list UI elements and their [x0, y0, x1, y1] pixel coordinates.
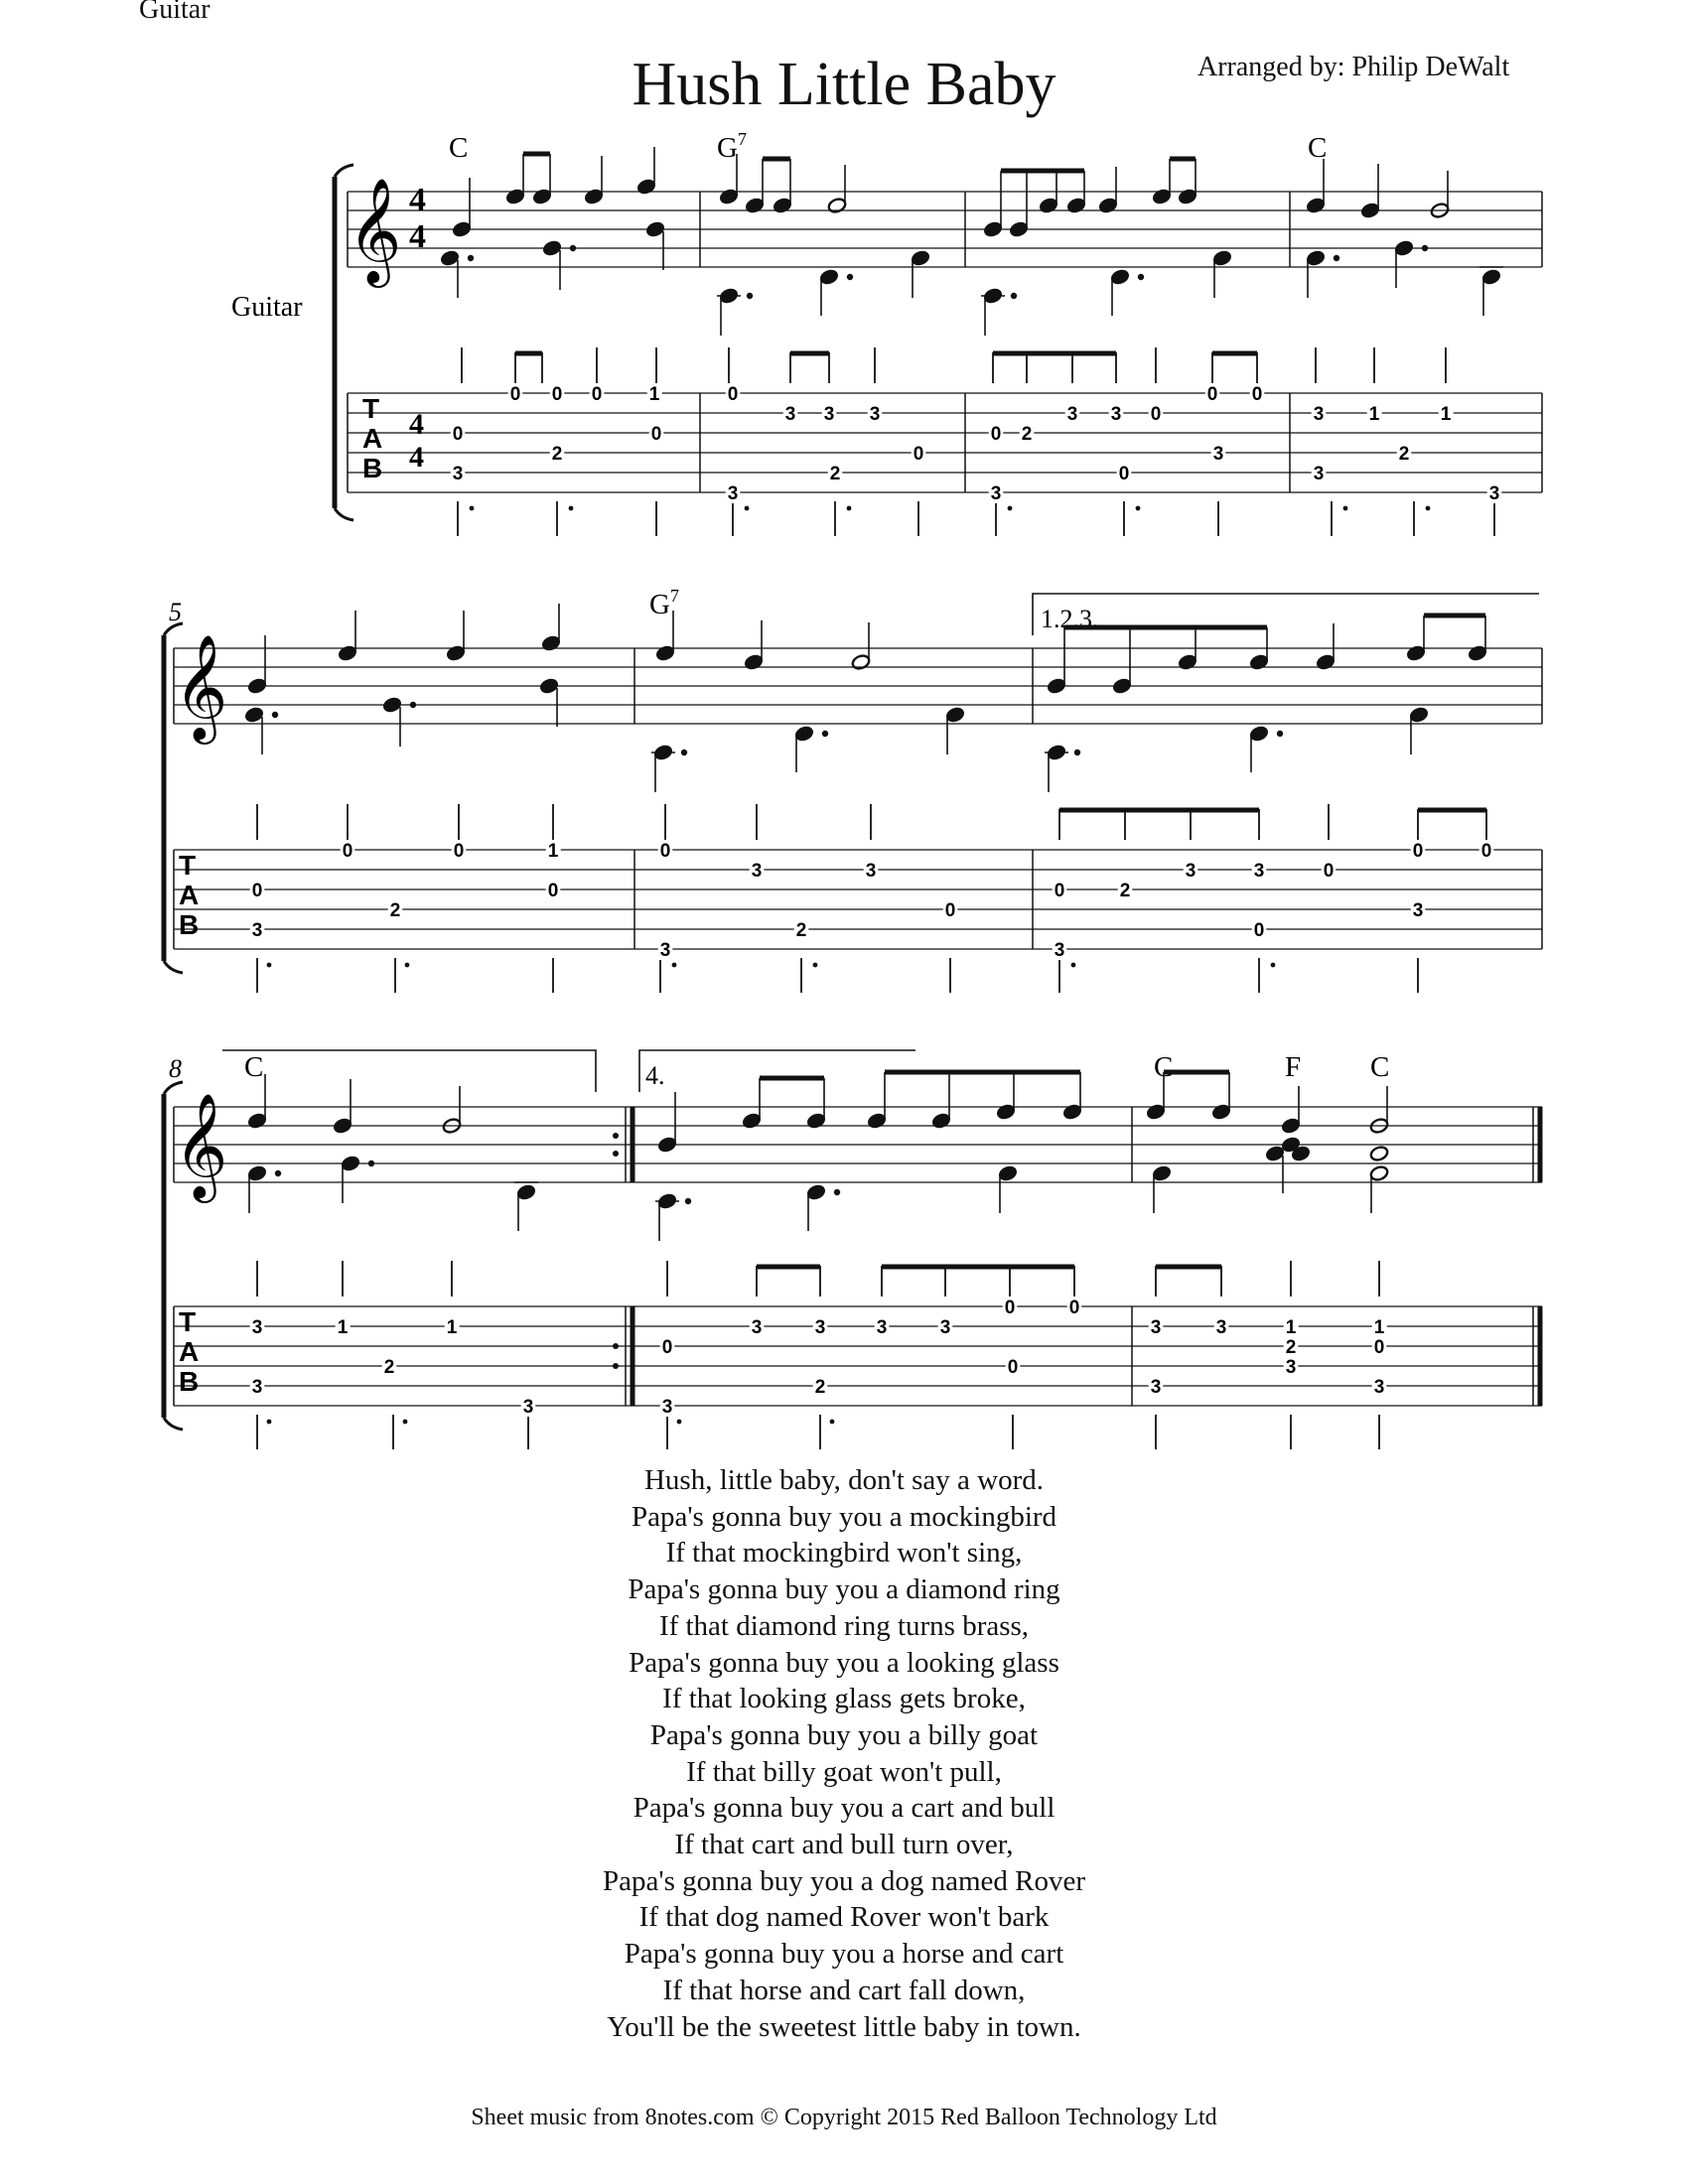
- tab-fret: 0: [1150, 404, 1162, 425]
- tab-rhythm-3: [257, 1261, 1379, 1449]
- tab-fret: 0: [1373, 1337, 1385, 1358]
- tab-lines: [348, 393, 1542, 492]
- lyric-line: Papa's gonna buy you a horse and cart: [624, 1938, 1064, 1971]
- tab-letter-b: B: [179, 909, 200, 940]
- lyric-line: Papa's gonna buy you a diamond ring: [628, 1573, 1060, 1606]
- lyric-line: Papa's gonna buy you a looking glass: [629, 1646, 1059, 1679]
- chord-symbol: C: [1154, 1051, 1174, 1083]
- chord-superscript: 7: [738, 129, 747, 149]
- tab-fret: 0: [1253, 920, 1265, 941]
- tab-fret: 3: [1285, 1357, 1297, 1378]
- tab-fret: 0: [1068, 1297, 1080, 1318]
- tab-fret: 0: [1054, 881, 1065, 901]
- tab-fret: 3: [452, 464, 464, 484]
- tab-fret: 0: [251, 881, 263, 901]
- tab-time-bottom: 4: [409, 441, 424, 474]
- tab-fret: 3: [727, 483, 739, 504]
- tab-fret: 3: [751, 1317, 763, 1338]
- notes-measure-6: [651, 611, 965, 792]
- notes-measure-9: [655, 1072, 1082, 1241]
- tab-fret: 3: [1373, 1377, 1385, 1398]
- notes-measure-1: [440, 147, 665, 298]
- first-ending-label: 1.2.3.: [1041, 605, 1099, 633]
- tab-fret: 2: [383, 1357, 395, 1378]
- tab-fret: 2: [829, 464, 841, 484]
- tab-fret: 0: [551, 384, 563, 405]
- tab-fret: 3: [661, 1397, 673, 1418]
- tab-fret: 0: [591, 384, 603, 405]
- tab-numbers-1: [451, 384, 1502, 504]
- notes-measure-8: [247, 1074, 538, 1231]
- measure-number: 8: [169, 1054, 182, 1083]
- tab-fret: 0: [944, 900, 956, 921]
- system-1: [231, 129, 1542, 536]
- tab-fret: 3: [522, 1397, 534, 1418]
- tab-fret: 0: [1004, 1297, 1016, 1318]
- tab-fret: 3: [1488, 483, 1500, 504]
- tab-numbers-3: [250, 1297, 1387, 1418]
- chord-symbol: G: [717, 132, 738, 164]
- tab-fret: 2: [1119, 881, 1131, 901]
- chord-symbol: G: [649, 589, 670, 620]
- chord-symbol: C: [1370, 1051, 1390, 1083]
- tab-fret: 3: [1150, 1377, 1162, 1398]
- lyric-line: Papa's gonna buy you a mockingbird: [631, 1500, 1057, 1533]
- lyric-line: If that dog named Rover won't bark: [638, 1901, 1050, 1934]
- second-ending-bracket: [639, 1050, 915, 1092]
- notes-measure-4: [1306, 159, 1503, 316]
- tab-fret: 1: [1368, 404, 1380, 425]
- tab-fret: 1: [547, 841, 559, 862]
- tab-fret: 1: [648, 384, 660, 405]
- chord-symbol: C: [1308, 132, 1328, 164]
- tab-fret: 3: [659, 940, 671, 961]
- tab-letter-a: A: [179, 1336, 200, 1367]
- tab-fret: 3: [751, 861, 763, 882]
- lyric-line: If that horse and cart fall down,: [662, 1974, 1026, 2006]
- chord-superscript: 7: [670, 586, 679, 606]
- treble-clef-icon: 𝄞: [174, 1092, 228, 1198]
- tab-fret: 1: [1373, 1317, 1385, 1338]
- lyric-line: If that looking glass gets broke,: [662, 1683, 1026, 1715]
- tab-fret: 0: [1251, 384, 1263, 405]
- time-signature-top: 4: [409, 182, 426, 218]
- tab-letter-t: T: [362, 393, 380, 424]
- tab-letter-b: B: [362, 453, 383, 483]
- tab-fret: 3: [869, 404, 881, 425]
- notes-measure-5: [244, 604, 561, 754]
- staff-lines: [348, 192, 1542, 267]
- tab-fret: 3: [1150, 1317, 1162, 1338]
- tab-fret: 0: [1007, 1357, 1019, 1378]
- chord-symbol: F: [1285, 1051, 1302, 1083]
- arranger-credit: Arranged by: Philip DeWalt: [1197, 52, 1510, 82]
- tab-fret: 0: [913, 444, 924, 465]
- tab-fret: 2: [551, 444, 563, 465]
- tab-fret: 0: [1118, 464, 1130, 484]
- system-2: [164, 586, 1542, 993]
- tab-fret: 3: [1110, 404, 1122, 425]
- lyrics-block: [0, 1462, 1688, 2045]
- treble-clef-icon: 𝄞: [174, 633, 228, 740]
- tab-fret: 3: [1215, 1317, 1227, 1338]
- time-signature-bottom: 4: [409, 218, 426, 255]
- tab-fret: 1: [1440, 404, 1452, 425]
- tab-fret: 3: [1313, 404, 1325, 425]
- tab-fret: 0: [727, 384, 739, 405]
- tab-fret: 0: [1480, 841, 1492, 862]
- tab-fret: 3: [1212, 444, 1224, 465]
- tab-fret: 3: [251, 1317, 263, 1338]
- tab-fret: 0: [1206, 384, 1218, 405]
- tab-numbers-2: [250, 841, 1494, 961]
- tab-fret: 0: [547, 881, 559, 901]
- tab-fret: 3: [251, 1377, 263, 1398]
- tab-fret: 0: [661, 1337, 673, 1358]
- tab-fret: 3: [1066, 404, 1078, 425]
- first-ending-bracket-continued: [222, 1050, 596, 1092]
- tab-fret: 3: [865, 861, 877, 882]
- lyric-line: Papa's gonna buy you a cart and bull: [633, 1792, 1055, 1825]
- song-title: Hush Little Baby: [632, 51, 1056, 118]
- tab-letter-a: A: [179, 880, 200, 910]
- tab-fret: 0: [453, 841, 465, 862]
- notes-measure-2: [717, 154, 930, 336]
- second-ending-label: 4.: [645, 1061, 665, 1090]
- tab-fret: 3: [1412, 900, 1424, 921]
- tab-fret: 3: [823, 404, 835, 425]
- tab-fret: 2: [1285, 1337, 1297, 1358]
- tab-fret: 2: [814, 1377, 826, 1398]
- tab-fret: 2: [389, 900, 401, 921]
- measure-number: 5: [169, 598, 182, 626]
- tab-rhythm-2: [257, 804, 1486, 993]
- tab-fret: 0: [990, 424, 1002, 445]
- tab-fret: 0: [342, 841, 353, 862]
- tab-fret: 3: [1185, 861, 1196, 882]
- tab-fret: 0: [1323, 861, 1335, 882]
- tab-fret: 0: [509, 384, 521, 405]
- tab-fret: 0: [452, 424, 464, 445]
- tab-fret: 3: [1054, 940, 1065, 961]
- tab-fret: 0: [1412, 841, 1424, 862]
- tab-fret: 3: [990, 483, 1002, 504]
- treble-clef-icon: 𝄞: [348, 177, 402, 283]
- tab-letter-b: B: [179, 1366, 200, 1397]
- tab-fret: 3: [1253, 861, 1265, 882]
- tab-fret: 1: [337, 1317, 349, 1338]
- lyric-line: Papa's gonna buy you a billy goat: [649, 1718, 1039, 1751]
- lyric-line: You'll be the sweetest little baby in town.: [607, 2010, 1081, 2043]
- lyric-line: If that cart and bull turn over,: [674, 1829, 1014, 1861]
- tab-rhythm-1: [458, 347, 1494, 536]
- tab-fret: 3: [251, 920, 263, 941]
- lyric-line: Papa's gonna buy you a dog named Rover: [602, 1864, 1086, 1897]
- tab-fret: 2: [795, 920, 807, 941]
- instrument-label: Guitar: [231, 292, 303, 323]
- copyright-footer: Sheet music from 8notes.com © Copyright 2015 Red Balloon Technology Ltd: [471, 2105, 1217, 2130]
- tab-fret: 0: [659, 841, 671, 862]
- tab-time-top: 4: [409, 408, 424, 441]
- tab-fret: 3: [939, 1317, 951, 1338]
- lyric-line: If that billy goat won't pull,: [686, 1755, 1002, 1788]
- tab-fret: 2: [1398, 444, 1410, 465]
- chord-symbol: C: [449, 132, 469, 164]
- notes-measure-7: [1045, 615, 1487, 792]
- tab-fret: 0: [650, 424, 662, 445]
- notes-measure-10: [1146, 1072, 1389, 1213]
- lyric-line: If that diamond ring turns brass,: [658, 1609, 1030, 1642]
- tab-letter-t: T: [179, 1306, 197, 1337]
- tab-letter-a: A: [362, 423, 383, 454]
- tab-letter-t: T: [179, 850, 197, 881]
- tab-fret: 1: [1285, 1317, 1297, 1338]
- tab-fret: 3: [814, 1317, 826, 1338]
- lyric-line: If that mockingbird won't sing,: [665, 1537, 1023, 1570]
- notes-measure-3: [981, 159, 1232, 336]
- tab-fret: 1: [446, 1317, 458, 1338]
- tab-fret: 3: [1313, 464, 1325, 484]
- tab-fret: 2: [1021, 424, 1033, 445]
- chord-symbol: C: [244, 1051, 264, 1083]
- lyric-line: Hush, little baby, don't say a word.: [643, 1464, 1045, 1496]
- system-3: [164, 1050, 1542, 1449]
- part-header: Guitar: [139, 0, 211, 25]
- tab-fret: 3: [784, 404, 796, 425]
- tab-fret: 3: [876, 1317, 888, 1338]
